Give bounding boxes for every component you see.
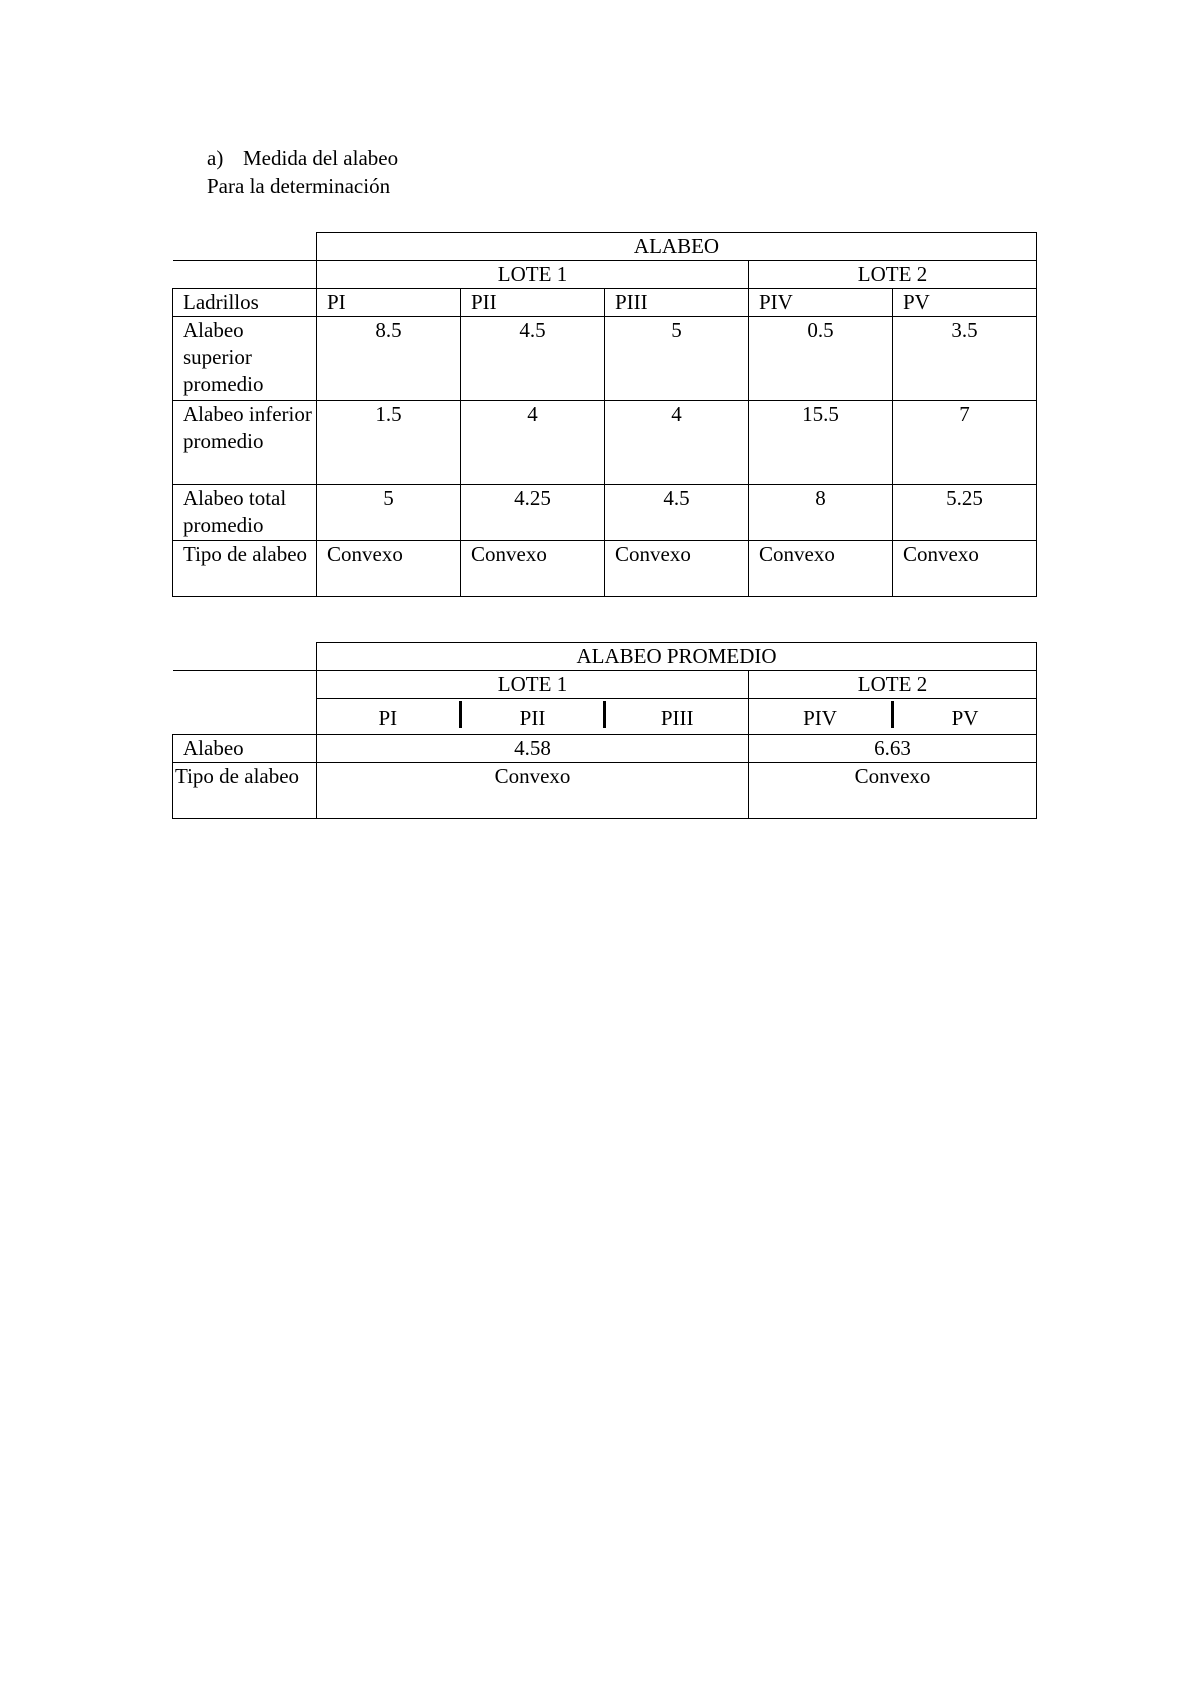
column-header: PV — [893, 289, 1037, 317]
blank-cell — [173, 671, 317, 699]
blank-cell — [173, 233, 317, 261]
group-header-row — [173, 671, 1037, 699]
group-header-row — [173, 261, 1037, 289]
section-subtitle: Para la determinación — [207, 174, 391, 198]
table-cell: Convexo — [893, 541, 1037, 597]
table-cell: 4.5 — [461, 317, 605, 401]
column-header: PIV — [749, 289, 893, 317]
table-cell: 5 — [317, 485, 461, 541]
table-title-row — [173, 643, 1037, 671]
row-label: Tipo de alabeo — [173, 541, 317, 597]
table-cell: Convexo — [461, 541, 605, 597]
table-cell: 3.5 — [893, 317, 1037, 401]
alabeo-table — [172, 232, 1037, 597]
table-cell: 4.5 — [605, 485, 749, 541]
column-header: PV — [951, 706, 979, 730]
group-lote-1: LOTE 1 — [317, 671, 749, 699]
column-header-row — [173, 699, 1037, 735]
column-header: PIII — [605, 289, 749, 317]
table-cell: Convexo — [605, 541, 749, 597]
table-cell: 7 — [893, 401, 1037, 485]
table-cell: Convexo — [749, 541, 893, 597]
table-cell: Convexo — [749, 763, 1037, 819]
row-header-ladrillos: Ladrillos — [173, 289, 317, 317]
table-title: ALABEO — [317, 233, 1037, 261]
table-cell: 4 — [461, 401, 605, 485]
column-header: PI — [317, 701, 462, 728]
column-header: PI — [317, 289, 461, 317]
lote-1-columns — [317, 699, 749, 735]
table-row — [173, 485, 1037, 541]
table-row — [173, 317, 1037, 401]
table-cell: 4.58 — [317, 735, 749, 763]
column-header: PIV — [749, 701, 894, 728]
section-heading — [207, 145, 398, 171]
table-cell: Convexo — [317, 541, 461, 597]
column-header-row — [173, 289, 1037, 317]
column-header: PII — [461, 289, 605, 317]
group-lote-1: LOTE 1 — [317, 261, 749, 289]
table-row — [173, 401, 1037, 485]
table-cell: 8.5 — [317, 317, 461, 401]
list-marker: a) — [207, 146, 224, 170]
column-header: PIII — [660, 706, 694, 730]
group-lote-2: LOTE 2 — [749, 671, 1037, 699]
row-label: Alabeo — [173, 735, 317, 763]
blank-cell — [173, 261, 317, 289]
table-row — [173, 541, 1037, 597]
table-cell: 15.5 — [749, 401, 893, 485]
blank-cell — [173, 699, 317, 735]
lote-2-columns — [749, 699, 1037, 735]
row-label: Alabeo inferior promedio — [173, 401, 317, 485]
row-label: Alabeo superior promedio — [173, 317, 317, 401]
column-header: PII — [462, 701, 607, 728]
table-row — [173, 735, 1037, 763]
table-cell: 8 — [749, 485, 893, 541]
section-title: Medida del alabeo — [243, 146, 399, 170]
row-label: Alabeo total promedio — [173, 485, 317, 541]
table-cell: 5.25 — [893, 485, 1037, 541]
table-cell: Convexo — [317, 763, 749, 819]
group-lote-2: LOTE 2 — [749, 261, 1037, 289]
table-cell: 1.5 — [317, 401, 461, 485]
row-label: Tipo de alabeo — [173, 763, 317, 819]
table-title-row — [173, 233, 1037, 261]
alabeo-promedio-table — [172, 642, 1037, 819]
table-cell: 5 — [605, 317, 749, 401]
table-row — [173, 763, 1037, 819]
table-cell: 4.25 — [461, 485, 605, 541]
table-cell: 6.63 — [749, 735, 1037, 763]
table-cell: 0.5 — [749, 317, 893, 401]
table-title: ALABEO PROMEDIO — [317, 643, 1037, 671]
blank-cell — [173, 643, 317, 671]
table-cell: 4 — [605, 401, 749, 485]
